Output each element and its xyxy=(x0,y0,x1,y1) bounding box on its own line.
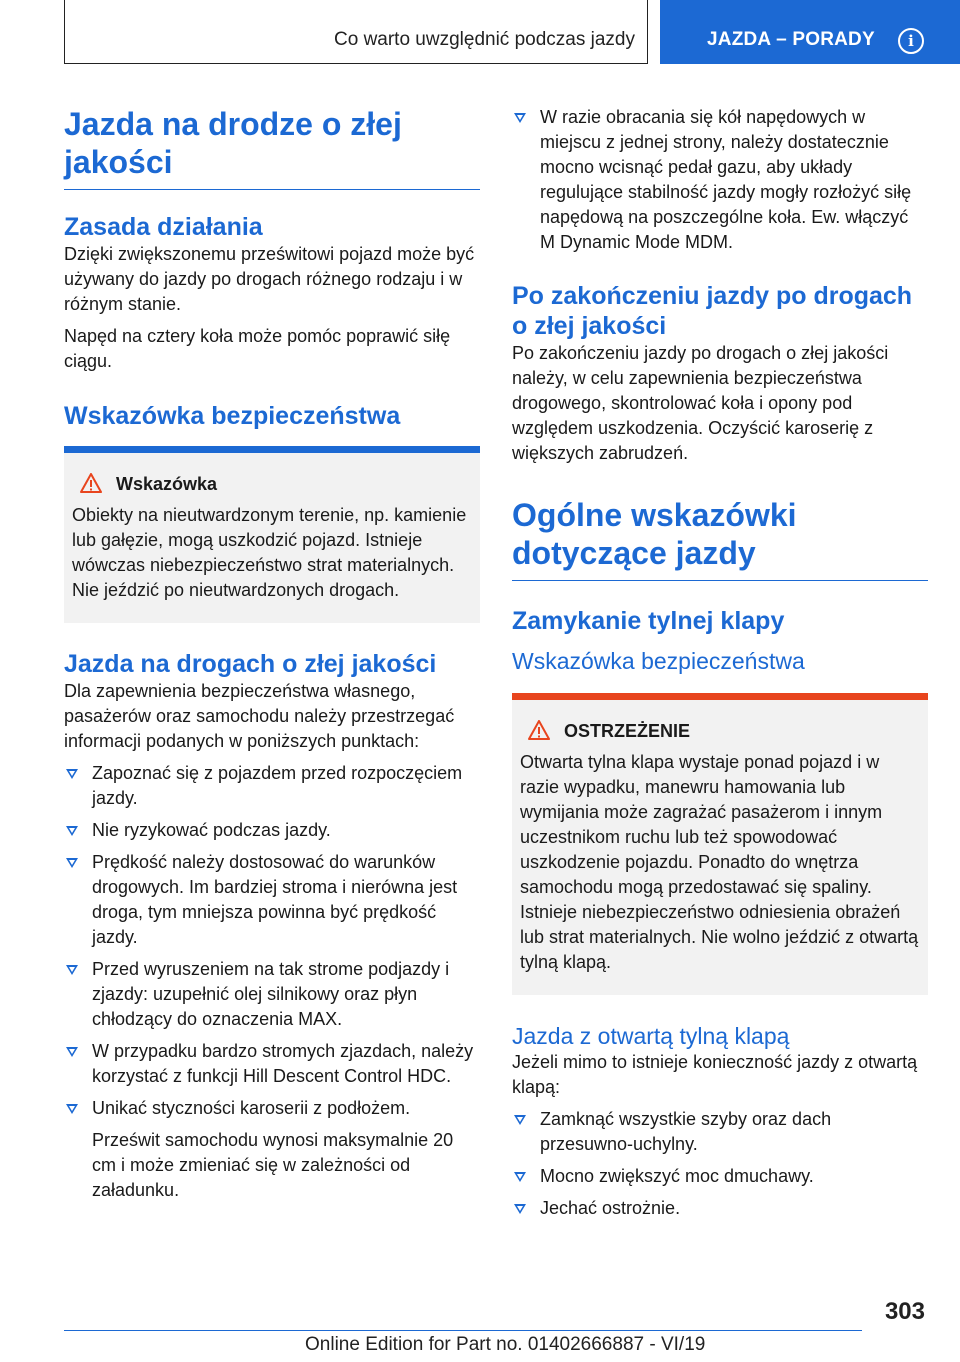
notice-header xyxy=(72,471,472,497)
bullet-triangle-icon xyxy=(66,965,78,975)
header-section-label: JAZDA – PORADY xyxy=(707,29,875,50)
list-item-note: Prześwit samochodu wynosi maksymalnie 20 cm i może zmieniać się w zależności od załadunku. xyxy=(92,1130,454,1200)
warning-triangle-icon xyxy=(528,720,550,740)
list-item: Zamknąć wszystkie szyby oraz dach przesuwno-uchylny. xyxy=(512,1107,928,1157)
continued-list xyxy=(512,105,928,255)
bullet-triangle-icon xyxy=(66,858,78,868)
list-item: Prędkość należy dostosować do warunków drogowych. Im bardziej stroma i nierówna jest droga, tym mniejsza powinna być prędkość jazdy. xyxy=(64,850,480,950)
subheading-open-tailgate: Jazda z otwartą tylną klapą xyxy=(512,1023,790,1049)
bullet-triangle-icon xyxy=(66,1104,78,1114)
warning-notice-box xyxy=(512,693,928,995)
header-section-tab[interactable] xyxy=(660,0,960,64)
section-heading-after-driving: Po zakończeniu jazdy po drogach o złej jakości xyxy=(512,282,913,340)
list-item: Nie ryzykować podczas jazdy. xyxy=(64,818,480,843)
footer-divider xyxy=(64,1330,862,1331)
info-icon[interactable]: i xyxy=(898,28,924,54)
after-driving-text: Po zakończeniu jazdy po drogach o złej jakości należy, w celu zapewnienia bezpieczeństwa drogowego, skontrolować koła i opony pod względem uszkodzenia. Oczyścić karoserię z większych zabrudzeń. xyxy=(512,343,889,463)
open-tailgate-list xyxy=(512,1107,928,1221)
header-chapter-title: Co warto uwzględnić podczas jazdy xyxy=(334,29,635,50)
bullet-triangle-icon xyxy=(66,769,78,779)
list-item: W przypadku bardzo stromych zjazdach, należy korzystać z funkcji Hill Descent Control HDC. xyxy=(64,1039,480,1089)
bullet-triangle-icon xyxy=(514,1172,526,1182)
bullet-triangle-icon xyxy=(514,1115,526,1125)
notice-text: Otwarta tylna klapa wystaje ponad pojazd i w razie wypadku, manewru hamowania lub wymijania może zagrażać pasażerom i innym uczestnikom ruchu lub też spowodować uszkodzenie pojazdu. Ponadto do wnętrza samochodu mogą przedostawać się spaliny. Istnieje niebezpieczeństwo odniesienia obrażeń lub strat materialnych. Nie wolno jeździć z otwartą tylną klapą. xyxy=(520,752,919,972)
chapter-heading-general-tips: Ogólne wskazówki dotyczące jazdy xyxy=(512,496,928,581)
bullet-triangle-icon xyxy=(514,113,526,123)
rough-roads-intro: Dla zapewnienia bezpieczeństwa własnego, pasażerów oraz samochodu należy przestrzegać informacji podanych w poniższych punktach: xyxy=(64,681,455,751)
notice-title: OSTRZEŻENIE xyxy=(564,721,691,741)
left-column xyxy=(64,105,480,1203)
page-number: 303 xyxy=(884,1298,925,1325)
notice-header xyxy=(520,718,920,744)
principle-paragraph-1: Dzięki zwiększonemu prześwitowi pojazd może być używany do jazdy po drogach różnego rodzaju i w różnym stanie. xyxy=(64,244,475,314)
list-item: Mocno zwiększyć moc dmuchawy. xyxy=(512,1164,928,1189)
section-heading-safety: Wskazówka bezpieczeństwa xyxy=(64,402,401,430)
warning-triangle-icon xyxy=(80,473,102,493)
list-item: Unikać styczności karoserii z podłożem. Prześwit samochodu wynosi maksymalnie 20 cm i może zmieniać się w zależności od załadunku. xyxy=(64,1096,480,1203)
section-heading-tailgate: Zamykanie tylnej klapy xyxy=(512,607,785,635)
notice-title: Wskazówka xyxy=(116,474,218,494)
rough-roads-list xyxy=(64,761,480,1203)
section-heading-rough-roads: Jazda na drogach o złej jakości xyxy=(64,650,437,678)
list-item: Jechać ostrożnie. xyxy=(512,1196,928,1221)
safety-notice-box xyxy=(64,446,480,623)
subheading-tailgate-safety: Wskazówka bezpieczeństwa xyxy=(512,648,805,674)
list-item: W razie obracania się kół napędowych w miejscu z jednej strony, należy dostatecznie mocno wcisnąć pedał gazu, aby układy regulujące stabilność jazdy mogły rozłożyć siłę napędową na poszczególne koła. Ew. włączyć M Dynamic Mode MDM. xyxy=(512,105,928,255)
section-heading-principle: Zasada działania xyxy=(64,213,263,241)
bullet-triangle-icon xyxy=(514,1204,526,1214)
bullet-triangle-icon xyxy=(66,1047,78,1057)
bullet-triangle-icon xyxy=(66,826,78,836)
list-item: Zapoznać się z pojazdem przed rozpoczęciem jazdy. xyxy=(64,761,480,811)
footer-edition: Online Edition for Part no. 01402666887 - VI/19 xyxy=(305,1334,706,1355)
chapter-heading-rough-roads: Jazda na drodze o złej jakości xyxy=(64,105,480,190)
right-column xyxy=(512,105,928,1221)
list-item: Przed wyruszeniem na tak strome podjazdy i zjazdy: uzupełnić olej silnikowy oraz płyn chłodzący do oznaczenia MAX. xyxy=(64,957,480,1032)
open-tailgate-intro: Jeżeli mimo to istnieje konieczność jazdy z otwartą klapą: xyxy=(512,1052,918,1097)
principle-paragraph-2: Napęd na cztery koła może pomóc poprawić siłę ciągu. xyxy=(64,326,451,371)
notice-text: Obiekty na nieutwardzonym terenie, np. kamienie lub gałęzie, mogą uszkodzić pojazd. Istnieje wówczas niebezpieczeństwo strat materialnych. Nie jeździć po nieutwardzonych drogach. xyxy=(72,505,467,600)
header-chapter-box xyxy=(64,0,648,64)
